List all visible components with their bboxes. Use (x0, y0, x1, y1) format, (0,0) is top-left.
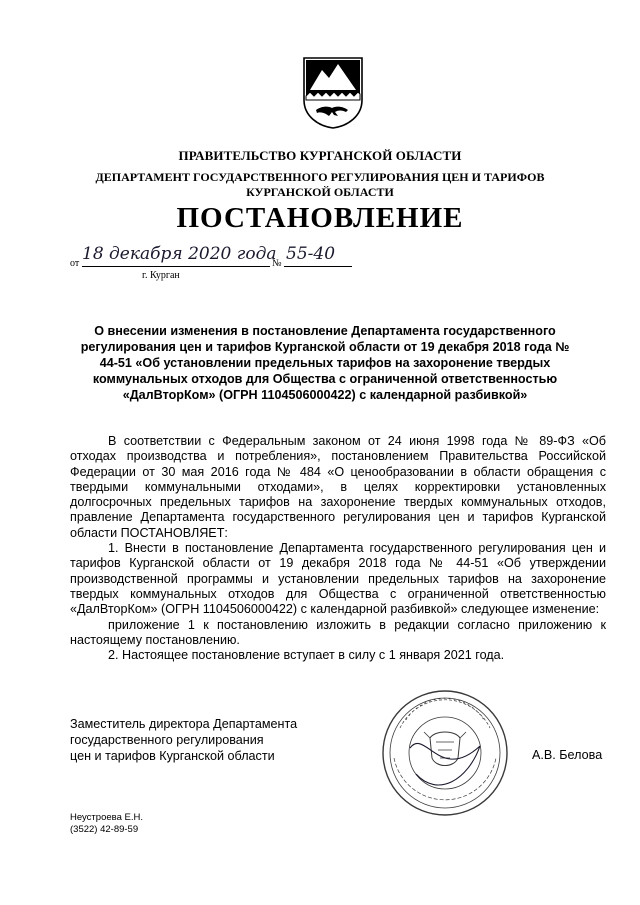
document-subject: О внесении изменения в постановление Департамента государственного регулирования цен и тарифов Курганской области от 19 декабря 2018 года № 44-51 «Об установлении предельных тарифов на захоронение твердых коммунальных отходов для Общества с ограниченной ответственностью «ДалВторКом» (ОГРН 1104506000422) с календарной разбивкой» (80, 324, 570, 402)
executor-info (70, 812, 143, 836)
document-type-title: ПОСТАНОВЛЕНИЕ (176, 202, 464, 234)
coat-of-arms-icon (302, 56, 364, 130)
number-prefix: № (272, 258, 282, 269)
department-line-2: КУРГАНСКОЙ ОБЛАСТИ (246, 185, 394, 199)
body-paragraph-2: 1. Внести в постановление Департамента государственного регулирования цен и тарифов Курганской области от 19 декабря 2018 года № 44-51 «Об утверждении производственной программы и установлении предельных тарифов на захоронение твердых коммунальных отходов для Общества с ограниченной ответственностью «ДалВторКом» (ОГРН 1104506000422) с календарной разбивкой» следующее изменение: (70, 541, 606, 617)
government-title: ПРАВИТЕЛЬСТВО КУРГАНСКОЙ ОБЛАСТИ (178, 148, 462, 163)
handwritten-number: 55-40 (286, 244, 336, 264)
official-stamp-icon (380, 688, 510, 818)
executor-phone: (3522) 42-89-59 (70, 824, 139, 835)
date-prefix: от (70, 258, 80, 269)
body-paragraph-4: 2. Настоящее постановление вступает в силу с 1 января 2021 года. (108, 648, 505, 663)
signatory-name: А.В. Белова (532, 748, 603, 762)
department-line-1: ДЕПАРТАМЕНТ ГОСУДАРСТВЕННОГО РЕГУЛИРОВАНИЯ ЦЕН И ТАРИФОВ (95, 170, 545, 184)
body-paragraph-1: В соответствии с Федеральным законом от 24 июня 1998 года № 89-ФЗ «Об отходах производства и потребления», постановлением Правительства Российской Федерации от 30 мая 2016 года № 484 «О ценообразовании в области обращения с твердыми коммунальными отходами», в целях корректировки установленных долгосрочных предельных тарифов на захоронение твердых коммунальных отходов, правление Департамента государственного регулирования цен и тарифов Курганской области ПОСТАНОВЛЯЕТ: (70, 434, 606, 540)
date-underline (82, 266, 270, 267)
body-paragraph-3: приложение 1 к постановлению изложить в редакции согласно приложению к настоящему постановлению. (70, 617, 606, 647)
department-title (0, 170, 640, 200)
signatory-position (70, 716, 350, 764)
dateline (70, 246, 370, 286)
signatory-position-line-2: государственного регулирования (70, 733, 264, 747)
signatory-position-line-3: цен и тарифов Курганской области (70, 749, 275, 763)
handwritten-date: 18 декабря 2020 года (82, 244, 277, 264)
executor-name: Неустроева Е.Н. (70, 812, 143, 823)
number-underline (284, 266, 352, 267)
signatory-position-line-1: Заместитель директора Департамента (70, 717, 298, 731)
city: г. Курган (142, 270, 180, 281)
document-body (70, 434, 606, 663)
